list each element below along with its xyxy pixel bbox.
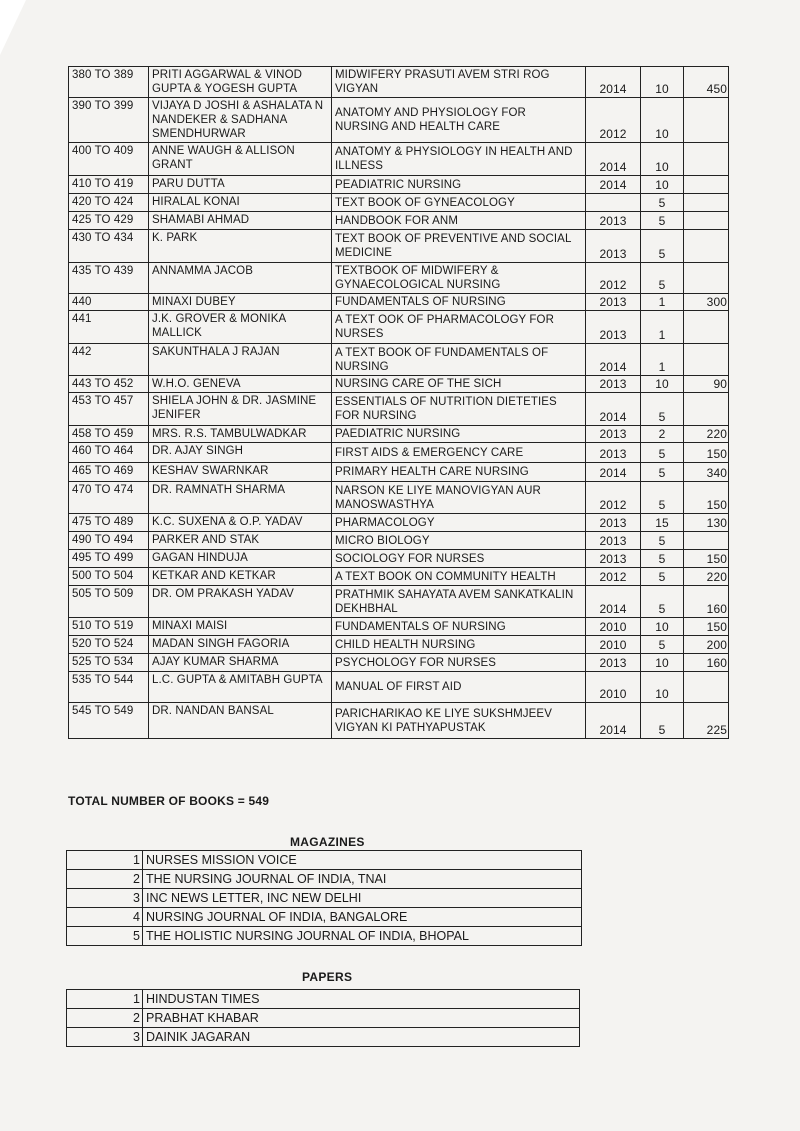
item-name: DAINIK JAGARAN [143,1028,580,1047]
item-name: NURSES MISSION VOICE [143,851,582,870]
table-row [69,230,729,263]
book-year: 2013 [586,514,641,532]
book-title: ESSENTIALS OF NUTRITION DIETETIES FOR NURSING [332,393,586,426]
book-author: GAGAN HINDUJA [149,550,332,568]
table-row [69,67,729,98]
book-year: 2014 [586,703,641,739]
book-author: DR. AJAY SINGH [149,443,332,463]
book-year: 2013 [586,376,641,393]
book-author: MRS. R.S. TAMBULWADKAR [149,426,332,443]
book-copies: 5 [641,230,684,263]
book-title: PEADIATRIC NURSING [332,176,586,194]
item-number: 1 [67,990,143,1009]
item-number: 3 [67,1028,143,1047]
book-price: 150 [684,443,729,463]
book-title: CHILD HEALTH NURSING [332,636,586,654]
book-year: 2010 [586,636,641,654]
table-row [69,426,729,443]
table-row [69,393,729,426]
book-price [684,143,729,176]
table-row [69,482,729,514]
book-range: 420 TO 424 [69,194,149,212]
book-author: SAKUNTHALA J RAJAN [149,344,332,376]
book-author: DR. OM PRAKASH YADAV [149,586,332,618]
item-name: PRABHAT KHABAR [143,1009,580,1028]
book-price: 160 [684,654,729,672]
book-price: 200 [684,636,729,654]
book-title: NARSON KE LIYE MANOVIGYAN AUR MANOSWASTHYA [332,482,586,514]
table-row [69,586,729,618]
list-item [67,870,582,889]
table-row [69,311,729,344]
book-title: FIRST AIDS & EMERGENCY CARE [332,443,586,463]
book-price: 340 [684,463,729,482]
book-copies: 5 [641,263,684,294]
table-row [69,514,729,532]
book-title: ANATOMY & PHYSIOLOGY IN HEALTH AND ILLNESS [332,143,586,176]
book-range: 400 TO 409 [69,143,149,176]
book-title: PRATHMIK SAHAYATA AVEM SANKATKALIN DEKHBHAL [332,586,586,618]
table-row [69,263,729,294]
book-copies: 10 [641,654,684,672]
list-item [67,990,580,1009]
book-range: 510 TO 519 [69,618,149,636]
book-title: PRIMARY HEALTH CARE NURSING [332,463,586,482]
book-title: ANATOMY AND PHYSIOLOGY FOR NURSING AND HEALTH CARE [332,98,586,143]
item-number: 2 [67,870,143,889]
book-range: 520 TO 524 [69,636,149,654]
book-range: 425 TO 429 [69,212,149,230]
book-copies: 5 [641,212,684,230]
list-item [67,908,582,927]
book-year: 2012 [586,568,641,586]
book-range: 505 TO 509 [69,586,149,618]
table-row [69,636,729,654]
book-author: MADAN SINGH FAGORIA [149,636,332,654]
table-row [69,176,729,194]
book-price [684,194,729,212]
book-title: TEXT BOOK OF PREVENTIVE AND SOCIAL MEDICINE [332,230,586,263]
book-title: A TEXT BOOK OF FUNDAMENTALS OF NURSING [332,344,586,376]
book-author: DR. NANDAN BANSAL [149,703,332,739]
book-range: 440 [69,294,149,311]
book-range: 525 TO 534 [69,654,149,672]
table-row [69,618,729,636]
book-range: 490 TO 494 [69,532,149,550]
book-author: ANNAMMA JACOB [149,263,332,294]
books-table-body [69,67,729,739]
book-title: NURSING CARE OF THE SICH [332,376,586,393]
book-range: 465 TO 469 [69,463,149,482]
book-copies: 5 [641,482,684,514]
book-copies: 5 [641,703,684,739]
table-row [69,568,729,586]
book-author: SHAMABI AHMAD [149,212,332,230]
book-price [684,672,729,703]
book-range: 460 TO 464 [69,443,149,463]
book-price [684,212,729,230]
book-year: 2013 [586,212,641,230]
book-copies: 2 [641,426,684,443]
book-copies: 10 [641,376,684,393]
book-price: 150 [684,482,729,514]
book-author: PARU DUTTA [149,176,332,194]
book-price [684,230,729,263]
book-price [684,263,729,294]
book-year: 2013 [586,230,641,263]
book-copies: 5 [641,550,684,568]
table-row [69,672,729,703]
book-price: 160 [684,586,729,618]
book-year: 2014 [586,67,641,98]
book-copies: 5 [641,586,684,618]
magazines-heading: MAGAZINES [290,835,365,849]
list-item [67,1009,580,1028]
table-row [69,143,729,176]
book-copies: 5 [641,393,684,426]
book-year [586,194,641,212]
book-price [684,393,729,426]
book-title: PARICHARIKAO KE LIYE SUKSHMJEEV VIGYAN KI PATHYAPUSTAK [332,703,586,739]
book-author: AJAY KUMAR SHARMA [149,654,332,672]
table-row [69,532,729,550]
item-number: 4 [67,908,143,927]
book-copies: 5 [641,636,684,654]
book-range: 535 TO 544 [69,672,149,703]
list-item [67,851,582,870]
table-row [69,703,729,739]
book-title: FUNDAMENTALS OF NURSING [332,294,586,311]
book-price [684,311,729,344]
table-row [69,550,729,568]
book-title: A TEXT OOK OF PHARMACOLOGY FOR NURSES [332,311,586,344]
item-name: THE NURSING JOURNAL OF INDIA, TNAI [143,870,582,889]
book-copies: 10 [641,618,684,636]
item-name: INC NEWS LETTER, INC NEW DELHI [143,889,582,908]
magazines-table-body [67,851,582,946]
book-title: TEXTBOOK OF MIDWIFERY & GYNAECOLOGICAL NURSING [332,263,586,294]
book-author: SHIELA JOHN & DR. JASMINE JENIFER [149,393,332,426]
book-title: FUNDAMENTALS OF NURSING [332,618,586,636]
books-table [68,66,729,739]
table-row [69,212,729,230]
book-copies: 5 [641,463,684,482]
book-title: PHARMACOLOGY [332,514,586,532]
book-title: MANUAL OF FIRST AID [332,672,586,703]
book-price [684,344,729,376]
table-row [69,294,729,311]
book-price: 450 [684,67,729,98]
table-row [69,654,729,672]
book-range: 500 TO 504 [69,568,149,586]
table-row [69,344,729,376]
book-author: HIRALAL KONAI [149,194,332,212]
item-name: HINDUSTAN TIMES [143,990,580,1009]
book-range: 453 TO 457 [69,393,149,426]
book-author: KESHAV SWARNKAR [149,463,332,482]
list-item [67,1028,580,1047]
table-row [69,376,729,393]
book-title: A TEXT BOOK ON COMMUNITY HEALTH [332,568,586,586]
book-copies: 5 [641,443,684,463]
book-year: 2014 [586,344,641,376]
book-year: 2014 [586,393,641,426]
book-copies: 10 [641,98,684,143]
book-range: 380 TO 389 [69,67,149,98]
book-title: SOCIOLOGY FOR NURSES [332,550,586,568]
book-price: 225 [684,703,729,739]
book-range: 495 TO 499 [69,550,149,568]
book-copies: 1 [641,344,684,376]
book-year: 2013 [586,443,641,463]
book-range: 390 TO 399 [69,98,149,143]
item-name: NURSING JOURNAL OF INDIA, BANGALORE [143,908,582,927]
list-item [67,889,582,908]
book-year: 2013 [586,550,641,568]
book-copies: 10 [641,67,684,98]
book-copies: 1 [641,311,684,344]
book-price [684,532,729,550]
folded-page-corner [0,0,26,55]
book-year: 2012 [586,482,641,514]
book-price: 300 [684,294,729,311]
item-number: 3 [67,889,143,908]
book-title: PSYCHOLOGY FOR NURSES [332,654,586,672]
book-copies: 10 [641,672,684,703]
papers-table [66,989,580,1047]
book-year: 2012 [586,98,641,143]
table-row [69,194,729,212]
book-author: PRITI AGGARWAL & VINOD GUPTA & YOGESH GUPTA [149,67,332,98]
book-year: 2014 [586,463,641,482]
magazines-table [66,850,582,946]
book-year: 2013 [586,654,641,672]
book-price: 150 [684,550,729,568]
book-author: DR. RAMNATH SHARMA [149,482,332,514]
book-range: 475 TO 489 [69,514,149,532]
book-year: 2012 [586,263,641,294]
list-item [67,927,582,946]
book-year: 2014 [586,586,641,618]
book-year: 2013 [586,294,641,311]
book-price: 220 [684,568,729,586]
book-range: 470 TO 474 [69,482,149,514]
book-copies: 1 [641,294,684,311]
book-title: MICRO BIOLOGY [332,532,586,550]
book-price [684,176,729,194]
item-number: 5 [67,927,143,946]
book-range: 443 TO 452 [69,376,149,393]
book-year: 2010 [586,672,641,703]
book-author: MINAXI DUBEY [149,294,332,311]
book-year: 2010 [586,618,641,636]
book-price: 130 [684,514,729,532]
book-price [684,98,729,143]
book-range: 442 [69,344,149,376]
papers-table-body [67,990,580,1047]
book-title: HANDBOOK FOR ANM [332,212,586,230]
book-range: 430 TO 434 [69,230,149,263]
book-price: 220 [684,426,729,443]
book-title: MIDWIFERY PRASUTI AVEM STRI ROG VIGYAN [332,67,586,98]
book-range: 458 TO 459 [69,426,149,443]
book-author: MINAXI MAISI [149,618,332,636]
table-row [69,463,729,482]
book-year: 2014 [586,143,641,176]
book-range: 435 TO 439 [69,263,149,294]
book-year: 2013 [586,311,641,344]
book-author: K. PARK [149,230,332,263]
book-year: 2014 [586,176,641,194]
book-author: PARKER AND STAK [149,532,332,550]
item-number: 2 [67,1009,143,1028]
table-row [69,98,729,143]
book-author: KETKAR AND KETKAR [149,568,332,586]
papers-heading: PAPERS [302,970,353,984]
book-author: VIJAYA D JOSHI & ASHALATA N NANDEKER & SADHANA SMENDHURWAR [149,98,332,143]
book-copies: 10 [641,143,684,176]
book-author: K.C. SUXENA & O.P. YADAV [149,514,332,532]
book-copies: 10 [641,176,684,194]
book-copies: 5 [641,194,684,212]
book-copies: 5 [641,532,684,550]
book-year: 2013 [586,532,641,550]
book-year: 2013 [586,426,641,443]
item-name: THE HOLISTIC NURSING JOURNAL OF INDIA, BHOPAL [143,927,582,946]
book-price: 150 [684,618,729,636]
book-copies: 15 [641,514,684,532]
book-range: 545 TO 549 [69,703,149,739]
book-range: 441 [69,311,149,344]
book-title: TEXT BOOK OF GYNEACOLOGY [332,194,586,212]
total-books: TOTAL NUMBER OF BOOKS = 549 [68,794,270,808]
book-price: 90 [684,376,729,393]
book-author: W.H.O. GENEVA [149,376,332,393]
book-author: J.K. GROVER & MONIKA MALLICK [149,311,332,344]
book-copies: 5 [641,568,684,586]
book-author: L.C. GUPTA & AMITABH GUPTA [149,672,332,703]
book-title: PAEDIATRIC NURSING [332,426,586,443]
book-author: ANNE WAUGH & ALLISON GRANT [149,143,332,176]
table-row [69,443,729,463]
item-number: 1 [67,851,143,870]
book-range: 410 TO 419 [69,176,149,194]
